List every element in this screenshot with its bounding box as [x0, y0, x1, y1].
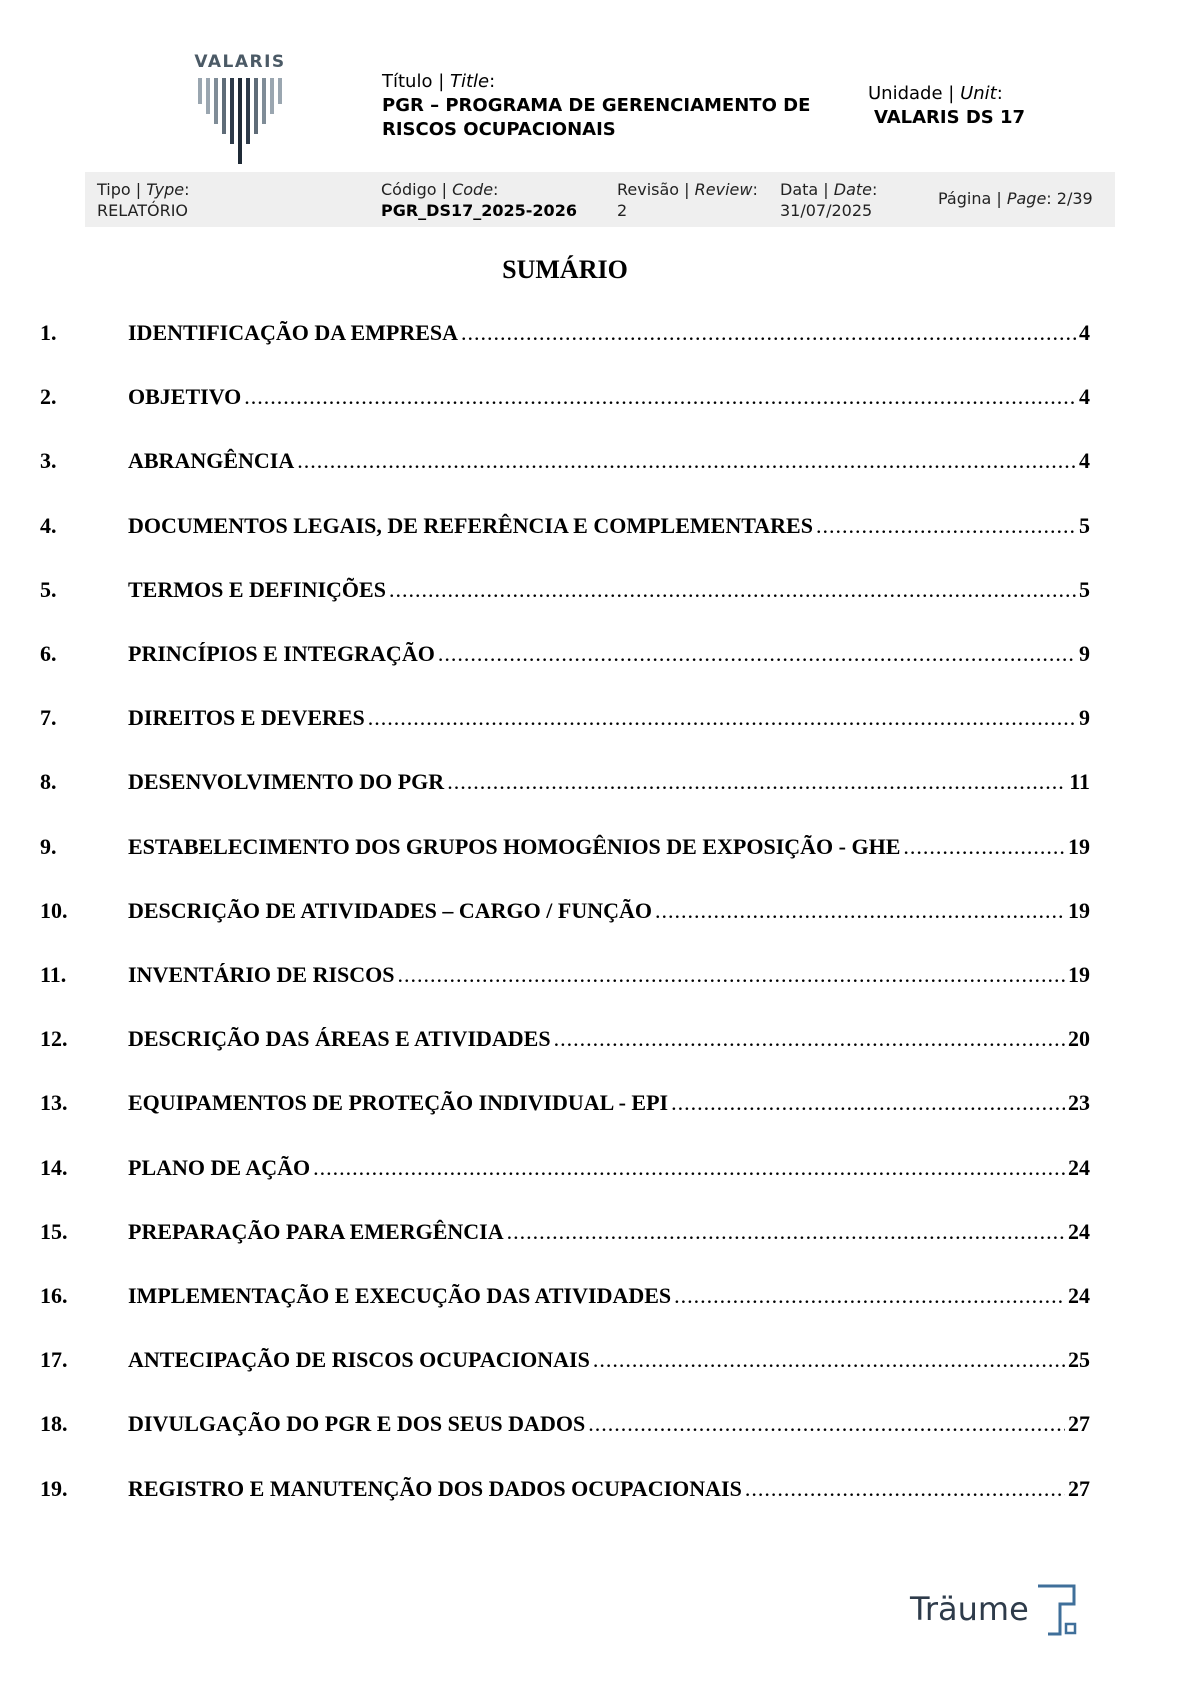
toc-dot-leader [389, 577, 1076, 603]
toc-entry-number: 16. [40, 1283, 68, 1308]
toc-entry[interactable] [40, 384, 1090, 414]
valaris-emblem-icon [196, 74, 286, 166]
toc-dot-leader [244, 384, 1076, 410]
toc-dot-leader [745, 1476, 1065, 1502]
toc-entry-title: TERMOS E DEFINIÇÕES [128, 576, 386, 602]
toc-entry[interactable] [40, 1411, 1090, 1441]
toc-entry-number: 11. [40, 962, 67, 987]
toc-entry-page: 4 [1079, 448, 1090, 474]
toc-entry-title: INVENTÁRIO DE RISCOS [128, 962, 395, 987]
toc-entry-page: 27 [1068, 1411, 1090, 1437]
unit-label: Unidade | Unit: [868, 83, 1003, 104]
toc-dot-leader [554, 1026, 1065, 1052]
toc-entry-title: DESCRIÇÃO DE ATIVIDADES – CARGO / FUNÇÃO [128, 897, 652, 923]
toc-title: SUMÁRIO [502, 255, 628, 284]
toc-dot-leader [368, 705, 1076, 731]
toc-entry-page: 24 [1068, 1283, 1090, 1308]
toc-dot-leader [816, 513, 1076, 539]
toc-entry-title: OBJETIVO [128, 384, 242, 410]
toc-dot-leader [461, 320, 1076, 346]
meta-code: Código | Code: PGR_DS17_2025-2026 [381, 180, 577, 220]
toc-entry[interactable] [40, 1347, 1090, 1377]
toc-entry[interactable] [40, 1090, 1090, 1120]
toc-dot-leader [438, 641, 1076, 667]
toc-dot-leader [593, 1347, 1065, 1373]
toc-entry-title: DIVULGAÇÃO DO PGR E DOS SEUS DADOS [128, 1411, 586, 1437]
toc-entry-number: 6. [40, 641, 57, 666]
traume-logo [910, 1578, 1080, 1638]
toc-entry[interactable] [40, 448, 1090, 478]
toc-entry-title: PRINCÍPIOS E INTEGRAÇÃO [128, 641, 435, 666]
toc-entry-page: 23 [1068, 1090, 1090, 1116]
toc-entry-title: DESCRIÇÃO DAS ÁREAS E ATIVIDADES [128, 1026, 551, 1052]
toc-entry-number: 4. [40, 512, 57, 538]
meta-type: Tipo | Type: RELATÓRIO [97, 180, 190, 220]
toc-entry-page: 5 [1079, 576, 1090, 602]
toc-entry[interactable] [40, 513, 1090, 543]
toc-dot-leader [398, 962, 1065, 988]
toc-entry[interactable] [40, 962, 1090, 992]
toc-entry[interactable] [40, 1219, 1090, 1249]
toc-entry-number: 19. [40, 1475, 68, 1501]
toc-entry-number: 10. [40, 897, 68, 923]
toc-entry-page: 4 [1079, 384, 1090, 410]
toc-entry-number: 7. [40, 705, 57, 731]
toc-dot-leader [507, 1219, 1065, 1245]
toc-entry-number: 18. [40, 1411, 68, 1437]
toc-entry-number: 3. [40, 448, 57, 474]
meta-page: Página | Page: 2/39 [938, 189, 1093, 208]
toc-dot-leader [447, 769, 1066, 795]
toc-entry-title: DOCUMENTOS LEGAIS, DE REFERÊNCIA E COMPLEMENTARES [128, 512, 813, 538]
toc-entry-title: IDENTIFICAÇÃO DA EMPRESA [128, 320, 459, 345]
document-title-line2: RISCOS OCUPACIONAIS [382, 119, 616, 140]
toc-dot-leader [313, 1155, 1065, 1181]
toc-entry-title: ESTABELECIMENTO DOS GRUPOS HOMOGÊNIOS DE EXPOSIÇÃO - GHE [128, 833, 901, 859]
meta-page-value: 2/39 [1056, 189, 1093, 208]
toc-entry-page: 19 [1068, 962, 1090, 987]
toc-entry-number: 14. [40, 1154, 68, 1180]
toc-dot-leader [588, 1411, 1065, 1437]
toc-entry[interactable] [40, 1476, 1090, 1506]
toc-entry-number: 5. [40, 576, 57, 602]
toc-entry-title: ABRANGÊNCIA [128, 448, 295, 474]
toc-entry-page: 19 [1068, 897, 1090, 923]
toc-entry-page: 27 [1068, 1475, 1090, 1501]
toc-entry-page: 20 [1068, 1026, 1090, 1052]
traume-logo-text: Träume [910, 1590, 1029, 1628]
toc-entry[interactable] [40, 898, 1090, 928]
toc-entry-title: IMPLEMENTAÇÃO E EXECUÇÃO DAS ATIVIDADES [128, 1283, 672, 1308]
toc-entry-page: 11 [1069, 769, 1090, 795]
toc-entry[interactable] [40, 577, 1090, 607]
toc-entry-title: DIREITOS E DEVERES [128, 705, 365, 731]
toc-entry[interactable] [40, 1026, 1090, 1056]
toc-entry-title: PREPARAÇÃO PARA EMERGÊNCIA [128, 1218, 504, 1244]
toc-dot-leader [655, 898, 1065, 924]
toc-entry-number: 2. [40, 384, 57, 410]
toc-entry-title: PLANO DE AÇÃO [128, 1154, 311, 1180]
toc-entry-page: 19 [1068, 833, 1090, 859]
toc-entry-page: 25 [1068, 1347, 1090, 1373]
meta-type-value: RELATÓRIO [97, 201, 189, 220]
toc-entry[interactable] [40, 705, 1090, 735]
toc-entry-number: 1. [40, 320, 57, 345]
toc-dot-leader [671, 1090, 1065, 1116]
toc-entry-page: 9 [1079, 641, 1090, 666]
toc-dot-leader [903, 834, 1065, 860]
toc-entry[interactable] [40, 320, 1090, 350]
toc-entry[interactable] [40, 1283, 1090, 1313]
toc-entry-number: 15. [40, 1218, 68, 1244]
unit-value: VALARIS DS 17 [874, 107, 1026, 128]
meta-review: Revisão | Review: 2 [617, 180, 758, 220]
unit-block [868, 82, 1025, 130]
toc-entry[interactable] [40, 769, 1090, 799]
toc-dot-leader [297, 448, 1076, 474]
toc-entry[interactable] [40, 1155, 1090, 1185]
toc-entry-number: 13. [40, 1090, 68, 1116]
document-title-line1: PGR – PROGRAMA DE GERENCIAMENTO DE [382, 95, 811, 116]
title-label: Título | Title: [382, 71, 496, 92]
valaris-logo [190, 52, 290, 162]
meta-date: Data | Date: 31/07/2025 [780, 180, 878, 220]
toc-entry-number: 9. [40, 833, 57, 859]
meta-code-value: PGR_DS17_2025-2026 [381, 201, 577, 220]
toc-entry-page: 24 [1068, 1154, 1090, 1180]
toc-entry-title: ANTECIPAÇÃO DE RISCOS OCUPACIONAIS [128, 1347, 590, 1373]
toc-entry-title: REGISTRO E MANUTENÇÃO DOS DADOS OCUPACIONAIS [128, 1475, 742, 1501]
document-meta-bar [85, 172, 1115, 227]
valaris-logo-text: VALARIS [194, 52, 286, 72]
toc-entry-number: 17. [40, 1347, 68, 1373]
toc-entry-title: EQUIPAMENTOS DE PROTEÇÃO INDIVIDUAL - EPI [128, 1090, 669, 1116]
meta-review-value: 2 [617, 201, 628, 220]
traume-emblem-icon [1030, 1580, 1080, 1636]
toc-entry-number: 8. [40, 769, 57, 795]
toc-dot-leader [674, 1283, 1065, 1309]
document-title-block [382, 70, 852, 142]
toc-entry-page: 5 [1079, 512, 1090, 538]
toc-entry[interactable] [40, 834, 1090, 864]
toc-entry-number: 12. [40, 1026, 68, 1052]
toc-entry-page: 9 [1079, 705, 1090, 731]
toc-entry-title: DESENVOLVIMENTO DO PGR [128, 769, 445, 795]
meta-date-value: 31/07/2025 [780, 201, 873, 220]
toc-entry-page: 4 [1079, 320, 1090, 345]
toc-entry-page: 24 [1068, 1218, 1090, 1244]
toc-entry[interactable] [40, 641, 1090, 671]
